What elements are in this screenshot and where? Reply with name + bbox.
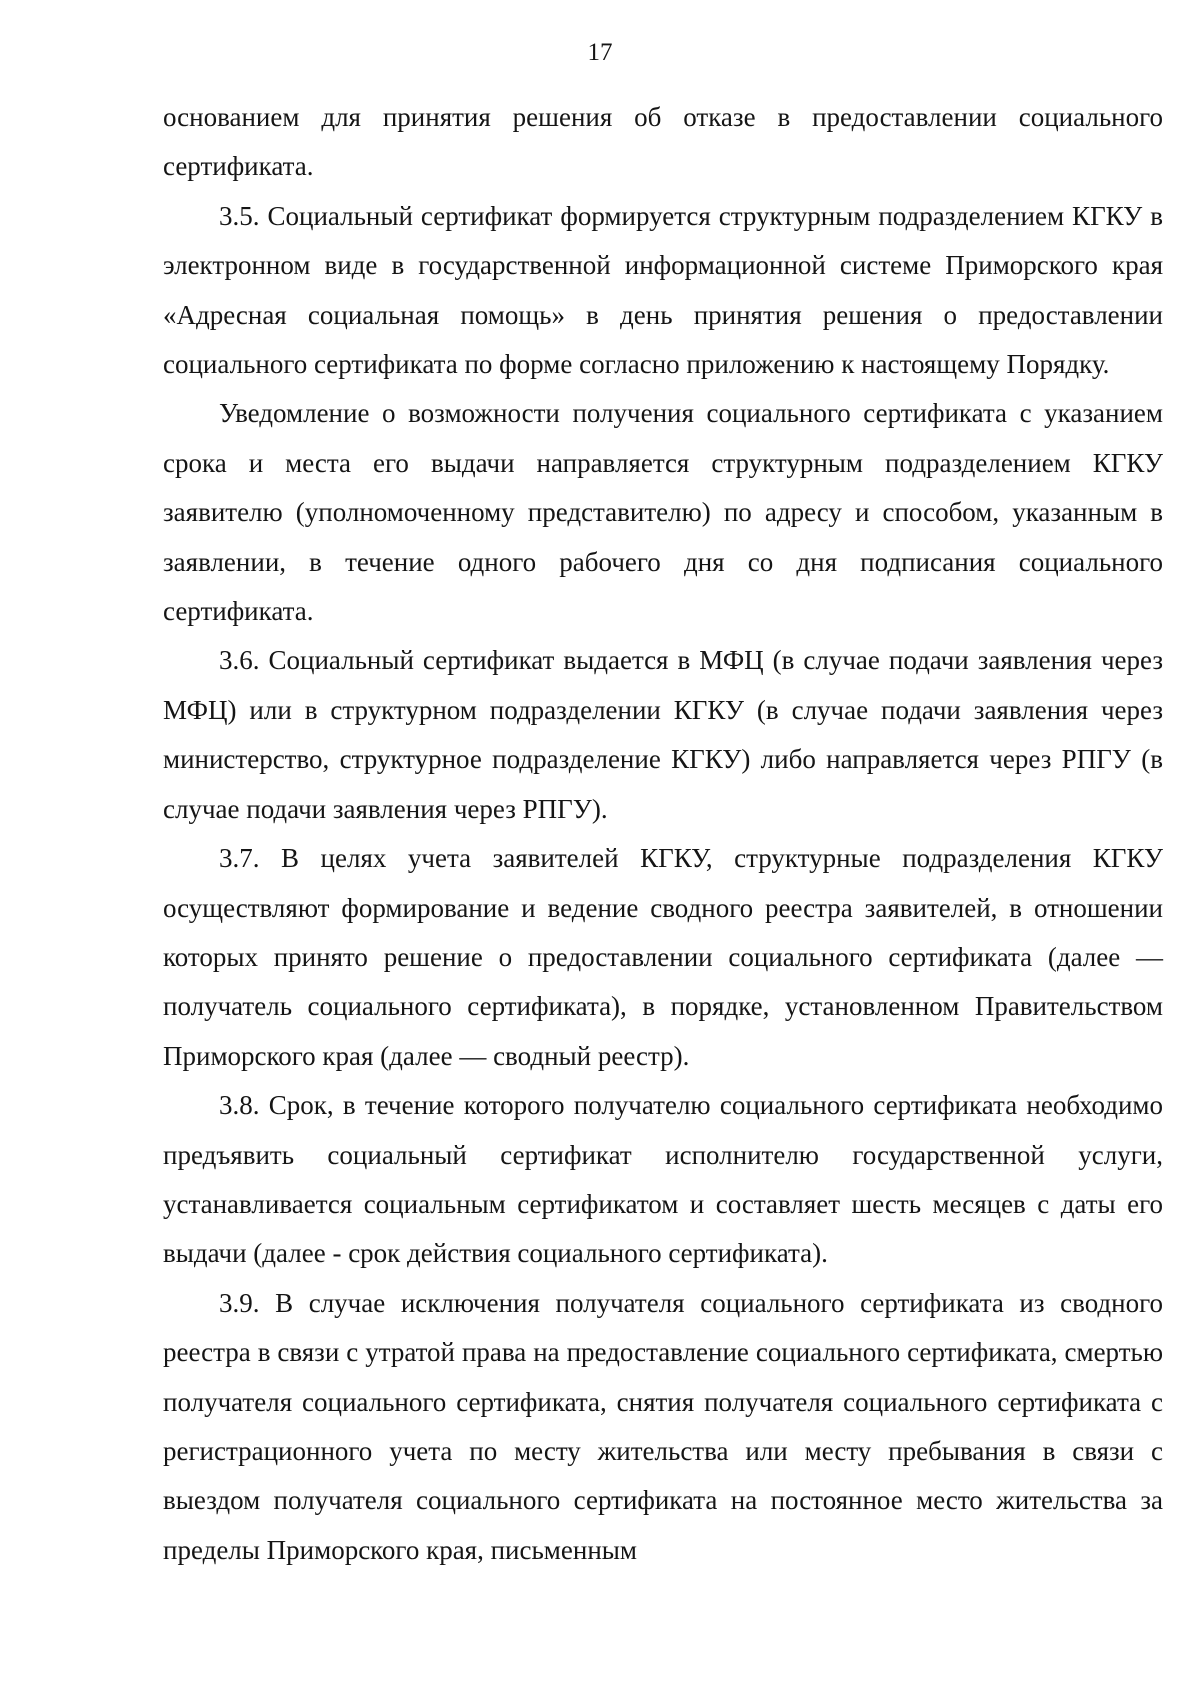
- paragraph-3-6: 3.6. Социальный сертификат выдается в МФЦ (в случае подачи заявления через МФЦ) или в структурном подразделении КГКУ (в случае подачи заявления через министерство, структурное подразделение КГКУ) либо направляется через РПГУ (в случае подачи заявления через РПГУ).: [163, 645, 1163, 824]
- paragraph-3-8: 3.8. Срок, в течение которого получателю социального сертификата необходимо предъявить социальный сертификат исполнителю государственной услуги, устанавливается социальным сертификатом и составляет шесть месяцев с даты его выдачи (далее - срок действия социального сертификата).: [163, 1090, 1163, 1269]
- paragraph-continuation: основанием для принятия решения об отказе в предоставлении социального сертификата.: [163, 102, 1163, 182]
- paragraph-notification: Уведомление о возможности получения социального сертификата с указанием срока и места его выдачи направляется структурным подразделением КГКУ заявителю (уполномоченному представителю) по адресу и способом, указанным в заявлении, в течение одного рабочего дня со дня подписания социального сертификата.: [163, 398, 1163, 627]
- paragraph-3-9: 3.9. В случае исключения получателя социального сертификата из сводного реестра в связи с утратой права на предоставление социального сертификата, смертью получателя социального сертификата, снятия получателя социального сертификата с регистрационного учета по месту жительства или месту пребывания в связи с выездом получателя социального сертификата на постоянное место жительства за пределы Приморского края, письменным: [163, 1287, 1163, 1565]
- page-number: 17: [587, 39, 613, 66]
- paragraph-3-5: 3.5. Социальный сертификат формируется структурным подразделением КГКУ в электронном виде в государственной информационной системе Приморского края «Адресная социальная помощь» в день принятия решения о предоставлении социального сертификата по форме согласно приложению к настоящему Порядку.: [163, 200, 1163, 380]
- paragraph-3-7: 3.7. В целях учета заявителей КГКУ, структурные подразделения КГКУ осуществляют формирование и ведение сводного реестра заявителей, в отношении которых принято решение о предоставлении социального сертификата (далее — получатель социального сертификата), в порядке, установленном Правительством Приморского края (далее — сводный реестр).: [163, 843, 1163, 1071]
- document-body: [163, 93, 1163, 1575]
